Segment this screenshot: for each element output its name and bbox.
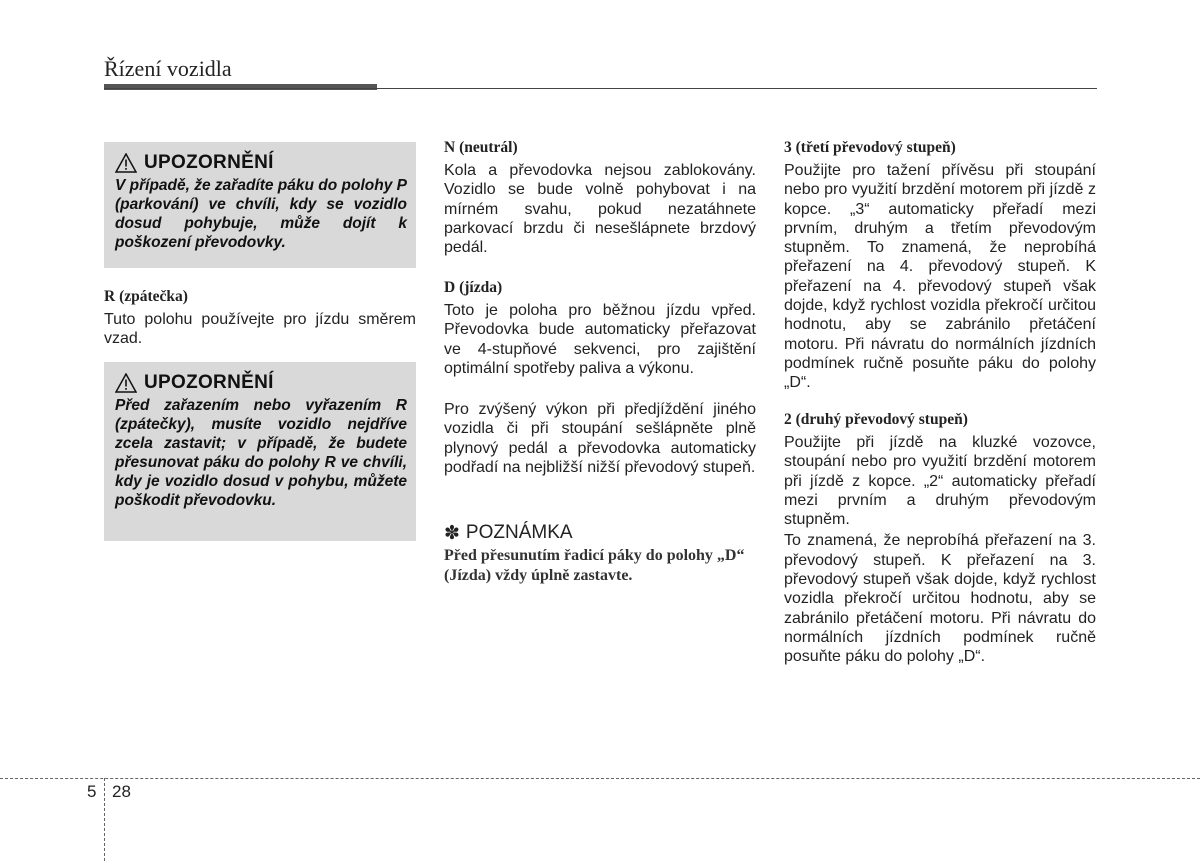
warning-box <box>104 142 416 268</box>
header-rule-thick <box>104 84 377 90</box>
section-3 <box>784 139 1096 393</box>
warning-label: UPOZORNĚNÍ <box>144 152 274 173</box>
warning-label: UPOZORNĚNÍ <box>144 372 274 393</box>
section-heading: 2 (druhý převodový stupeň) <box>784 411 968 428</box>
note-label: POZNÁMKA <box>465 522 573 543</box>
footer-rule <box>0 778 1200 779</box>
chapter-number: 5 <box>87 782 97 801</box>
warning-text: V případě, že zařadíte páku do polohy P (parkování) ve chvíli, kdy se vozidlo dosud pohybuje, může dojít k poškození převodovky. <box>115 177 407 251</box>
footer-vertical-rule <box>104 778 105 861</box>
section-text: Kola a převodovka nejsou zablokovány. Vozidlo se bude volně pohybovat i na mírném svahu, pokud nezatáhnete parkovací brzdu či nesešlápnete brzdový pedál. <box>444 162 756 257</box>
warning-header <box>115 372 407 394</box>
section-d-extra <box>444 400 756 477</box>
asterisk-icon: ✽ <box>444 522 460 544</box>
note-header <box>444 522 756 544</box>
warning-box <box>104 362 416 541</box>
section-text: Pro zvýšený výkon při předjíždění jiného vozidla či při stoupání sešlápněte plně plynový pedál a převodovka automaticky podřadí na nejbližší nižší převodový stupeň. <box>444 401 756 476</box>
section-r <box>104 288 416 349</box>
section-text: To znamená, že neprobíhá přeřazení na 3. převodový stupeň. K přeřazení na 3. převodový stupeň však dojde, když rychlost vozidla překročí určitou hodnotu, aby se zabránilo přetáčení motoru. Při návratu do normálních jízdních podmínek ručně posuňte páku do polohy „D“. <box>784 532 1096 666</box>
warning-triangle-icon <box>115 153 137 173</box>
page-number: 28 <box>112 782 131 801</box>
section-heading: R (zpátečka) <box>104 288 188 305</box>
section-n <box>444 139 756 257</box>
note-text: Před přesunutím řadicí páky do polohy „D“ (Jízda) vždy úplně zastavte. <box>444 547 745 584</box>
section-heading: 3 (třetí převodový stupeň) <box>784 139 956 156</box>
section-2 <box>784 411 1096 667</box>
section-text: Toto je poloha pro běžnou jízdu vpřed. Převodovka bude automaticky přeřazovat ve 4-stupňové sekvenci, pro zajištění optimální spotřeby paliva a výkonu. <box>444 302 756 377</box>
section-text: Tuto polohu používejte pro jízdu směrem vzad. <box>104 311 416 348</box>
note-box <box>444 522 756 586</box>
warning-text: Před zařazením nebo vyřazením R (zpátečky), musíte vozidlo nejdříve zcela zastavit; v případě, že budete přesunovat páku do polohy R ve chvíli, kdy je vozidlo dosud v pohybu, můžete poškodit převodovku. <box>115 397 407 509</box>
header-rule <box>104 88 1097 89</box>
page-title: Řízení vozidla <box>104 56 232 81</box>
warning-header <box>115 152 407 174</box>
section-heading: N (neutrál) <box>444 139 518 156</box>
section-text: Použijte pro tažení přívěsu při stoupání nebo pro využití brzdění motorem při jízdě z kopce. „3“ automaticky přeřadí mezi prvním, druhým a třetím převodovým stupněm. To znamená, že neprobíhá přeřazení na 4. převodový stupeň. K přeřazení na 4. převodový stupeň však dojde, když rychlost vozidla překročí určitou hodnotu, aby se zabránilo přetáčení motoru. Při návratu do normálních jízdních podmínek ručně posuňte páku do polohy „D“. <box>784 162 1096 392</box>
section-text: Použijte při jízdě na kluzké vozovce, stoupání nebo pro využití brzdění motorem při jízdě z kopce. „2“ automaticky přeřadí mezi prvním a druhým převodovým stupněm. <box>784 434 1096 529</box>
section-d <box>444 279 756 378</box>
warning-triangle-icon <box>115 373 137 393</box>
section-heading: D (jízda) <box>444 279 503 296</box>
